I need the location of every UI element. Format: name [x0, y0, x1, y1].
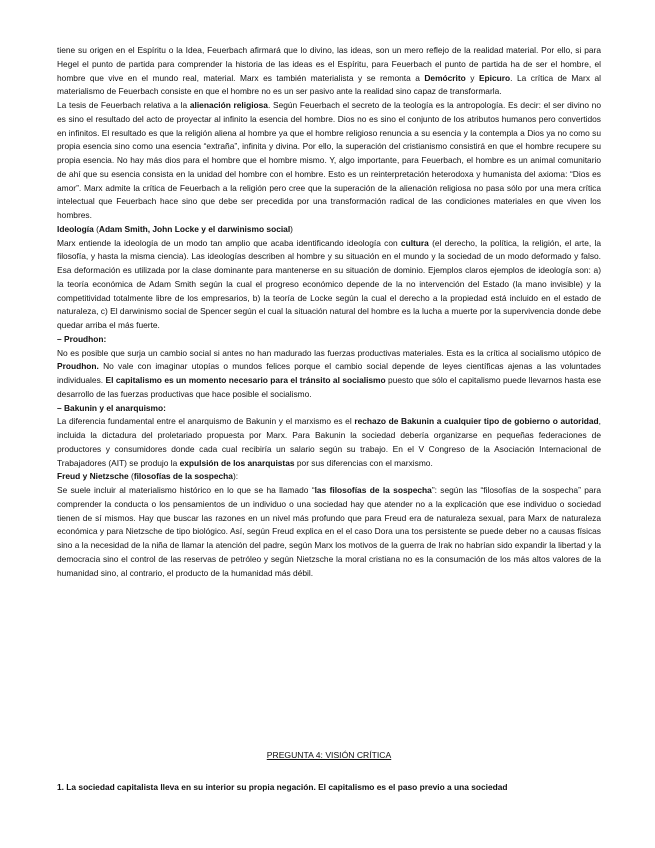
- text-segment: Marx entiende la ideología de un modo tan amplio que acaba identificando ideología con: [57, 237, 401, 248]
- heading-proudhon: [57, 333, 601, 347]
- bold-text-segment: El capitalismo es un momento necesario para el tránsito al socialismo: [105, 375, 386, 385]
- text-segment: (el derecho, la política, la religión, el arte, la filosofía, y hasta la misma ciencia). Las ideologías describen al hombre y su situación en el mundo y la sociedad de un modo deformado y falso. Esa deformación es utilizada por la clase dominante para mantenerse en su situación de dominio. Ejemplos claros ejemplos de ideología son: a) la teoría económica de Adam Smith según la cual el progreso económico depende de la no intervención del Estado (la mano invisible) y la competitividad totalmente libre de los empresarios, b) la teoría de Locke según la cual el derecho a la propiedad está incluido en el estado de naturaleza, c) El darwinismo social de Spencer según el cual la situación natural del hombre es la lucha a muerte por la supervivencia donde debe quedar arriba el más fuerte.: [57, 237, 601, 330]
- bold-text-segment: Epicuro: [478, 72, 511, 83]
- text-segment: tiene su origen en el Espíritu o la Idea, Feuerbach afirmará que lo divino, las ideas, son un mero reflejo de la realidad material. Por ello, si para Hegel el punto de partida para comprender la historia de las ideas es el Espíritu, para Feuerbach el punto de partida ha de ser el hombre, el hombre que vive en el mundo real, material. Marx es también materialista y se remonta a: [57, 45, 601, 83]
- bold-text-segment: filosofías de la sospecha: [133, 471, 233, 482]
- paragraph-proudhon: [57, 347, 601, 402]
- bold-text-segment: Ideología: [57, 223, 94, 234]
- bold-text-segment: – Bakunin y el anarquismo:: [57, 402, 166, 413]
- bold-text-segment: rechazo de Bakunin a cualquier tipo de gobierno o autoridad: [354, 416, 599, 427]
- text-segment: (: [128, 471, 134, 482]
- text-segment: No es posible que surja un cambio social si antes no han madurado las fuerzas productivas materiales. Esta es la crítica al socialismo utópico de: [57, 347, 601, 358]
- paragraph-suspicion: [57, 484, 601, 580]
- text-segment: Se suele incluir al materialismo histórico en lo que se ha llamado “: [57, 485, 315, 495]
- section-title: PREGUNTA 4: VISIÓN CRÍTICA: [266, 750, 392, 760]
- bold-text-segment: alienación religiosa: [189, 100, 268, 110]
- text-segment: y: [465, 72, 479, 83]
- paragraph-ideology: [57, 237, 601, 333]
- text-segment: , incluida la dictadura del proletariado propuesta por Marx. Para Bakunin la sociedad debería organizarse en pequeñas federaciones de productores y consumidores donde cada cual recibiría un salario según su trabajo. En el V Congreso de la Asociación Internacional de Trabajadores (AIT) se produjo la: [57, 416, 601, 468]
- text-segment: ”: según las “filosofías de la sospecha” para comprender la conducta o los pensamientos de un individuo o una sociedad hay que atender no a la explicación que ese individuo o sociedad tienen de sí mismos. Hay que buscar las razones en un nivel más profundo que para Freud era de naturaleza sexual, para Marx de naturaleza económica y para Nietzsche de tipo biológico. Así, según Freud explica en el el caso Dora una tos persistente se puede deber no a causas físicas sino a la necesidad de la niña de llamar la atención del padre, según Marx los motivos de la guerra de Irak no habrían sido expandir la libertad y la democracia sino el control de las reservas de petróleo y según Nietzsche la moral cristiana no es la consumación de los más altos valores de la humanidad sino, al contrario, el producto de la humanidad más débil.: [57, 485, 601, 578]
- text-segment: . La crítica de Marx al materialismo de Feuerbach consiste en que el hombre no es un ser pasivo ante la realidad sino capaz de transformarla.: [57, 72, 602, 97]
- heading-bakunin: [57, 402, 601, 416]
- text-segment: La tesis de Feuerbach relativa a la: [57, 100, 190, 110]
- paragraph-bakunin: [57, 415, 601, 470]
- text-segment: . Según Feuerbach el secreto de la teología es la antropología. Es decir: el ser divino no es sino el resultado del acto de proyectar al infinito la esencia del hombre. Dios no es sino el conjunto de los atributos humanos pero convertidos en infinitos. El resultado es que la religión aliena al hombre ya que el hombre religioso renuncia a su esencia y la contempla a Dios ya no como su propia esencia sino como una esencia “extraña”, infinita y divina. Por ello, la superación del cristianismo consistirá en que el hombre recupere su propia esencia. No hay más dios para el hombre que el hombre mismo. Y, algo importante, para Feuerbach, el hombre es un animal comunitario de ahí que su esencia consista en la unidad del hombre con el hombre. Esto es un reinterpretación heterodoxa y humanista del axioma: “Dios es amor”. Marx admite la crítica de Feuerbach a la religión pero cree que la superación de la alienación religiosa no pasa sólo por una mera crítica intelectual que Feuerbach hace sino que debe ser precedida por una transformación radical de las condiciones materiales en que viven los hombres.: [57, 100, 601, 220]
- text-segment: La diferencia fundamental entre el anarquismo de Bakunin y el marxismo es el: [57, 416, 355, 427]
- text-segment: ): [290, 223, 293, 234]
- bold-text-segment: Adam Smith, John Locke y el darwinismo social: [98, 223, 291, 234]
- question-text: 1. La sociedad capitalista lleva en su interior su propia negación. El capitalismo es el paso previo a una sociedad: [57, 782, 508, 792]
- bold-text-segment: expulsión de los anarquistas: [179, 457, 295, 468]
- heading-freud-nietzsche: [57, 470, 601, 484]
- heading-ideology: [57, 223, 601, 237]
- text-segment: por sus diferencias con el marxismo.: [294, 457, 433, 468]
- bold-text-segment: Demócrito: [424, 72, 466, 83]
- paragraph-religious-alienation: [57, 99, 601, 223]
- text-segment: (: [93, 223, 99, 234]
- bold-text-segment: cultura: [400, 237, 429, 248]
- text-segment: puesto que sólo el capitalismo puede llevarnos hasta ese desarrollo de las fuerzas productivas que hace posible el socialismo.: [57, 375, 602, 399]
- text-segment: No vale con imaginar utopías o mundos felices porque el cambio social depende de leyes científicas ajenas a las voluntades individuales.: [57, 361, 601, 385]
- text-segment: ):: [232, 471, 239, 482]
- bold-text-segment: Freud y Nietzsche: [57, 471, 129, 482]
- bold-text-segment: Proudhon.: [57, 361, 99, 372]
- bold-text-segment: las filosofías de la sospecha: [314, 485, 432, 495]
- paragraph-materialism: [57, 44, 601, 99]
- document-body: [57, 44, 601, 580]
- bold-text-segment: – Proudhon:: [57, 333, 107, 344]
